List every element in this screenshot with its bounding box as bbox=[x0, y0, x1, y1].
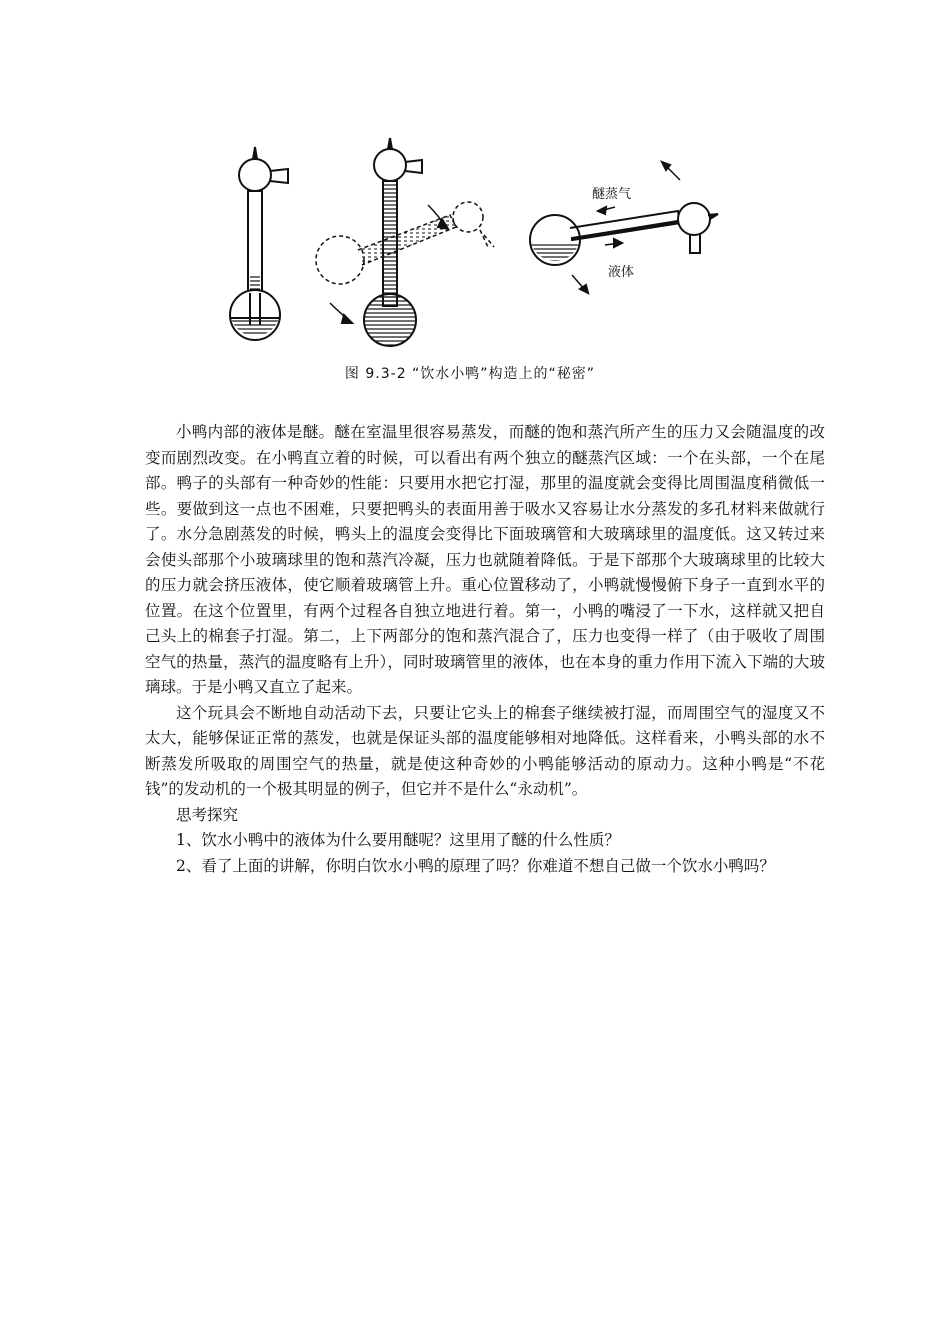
question-2: 2、看了上面的讲解，你明白饮水小鸭的原理了吗？你难道不想自己做一个饮水小鸭吗？ bbox=[176, 856, 775, 875]
paragraph-power-source: 这个玩具会不断地自动活动下去，只要让它头上的棉套子继续被打湿，而周围空气的湿度又不太大，能够保证正常的蒸发，也就是保证头部的温度能够相对地降低。这样看来，小鸭头部的水不断蒸发所吸取的周围空气的热量，就是使这种奇妙的小鸭能够活动的原动力。这种小鸭是“不花钱”的发动机的一个极其明显的例子，但它并不是什么“永动机”。 bbox=[145, 703, 825, 798]
question-1: 1、饮水小鸭中的液体为什么要用醚呢？这里用了醚的什么性质？ bbox=[176, 831, 620, 849]
drinking-bird-diagram bbox=[200, 135, 740, 360]
figure-caption: 图 9.3-2 “饮水小鸭”构造上的“秘密” bbox=[344, 366, 596, 382]
section-heading-think: 思考探究 bbox=[176, 805, 239, 824]
ether-vapor-label: 醚蒸气 bbox=[592, 187, 632, 202]
drinking-bird-figure bbox=[200, 135, 740, 385]
bird-upright bbox=[230, 147, 288, 340]
article-body bbox=[145, 420, 825, 879]
paragraph-mechanism: 小鸭内部的液体是醚。醚在室温里很容易蒸发，而醚的饱和蒸汽所产生的压力又会随温度的改变而剧烈改变。在小鸭直立着的时候，可以看出有两个独立的醚蒸汽区域：一个在头部，一个在尾部。鸭子的头部有一种奇妙的性能：只要用水把它打湿，那里的温度就会变得比周围温度稍微低一些。要做到这一点也不困难，只要把鸭头的表面用善于吸水又容易让水分蒸发的多孔材料来做就行了。水分急剧蒸发的时候，鸭头上的温度会变得比下面玻璃管和大玻璃球里的温度低。这又转过来会使头部那个小玻璃球里的饱和蒸汽冷凝，压力也就随着降低。于是下部那个大玻璃球里的比较大的压力就会挤压液体，使它顺着玻璃管上升。重心位置移动了，小鸭就慢慢俯下身子一直到水平的位置。在这个位置里，有两个过程各自独立地进行着。第一，小鸭的嘴浸了一下水，这样就又把自己头上的棉套子打湿。第二，上下两部分的饱和蒸汽混合了，压力也变得一样了（由于吸收了周围空气的热量，蒸汽的温度略有上升），同时玻璃管里的液体，也在本身的重力作用下流入下端的大玻璃球。于是小鸭又直立了起来。 bbox=[145, 423, 825, 696]
liquid-label: 液体 bbox=[608, 265, 635, 280]
bird-tilting bbox=[316, 138, 494, 346]
